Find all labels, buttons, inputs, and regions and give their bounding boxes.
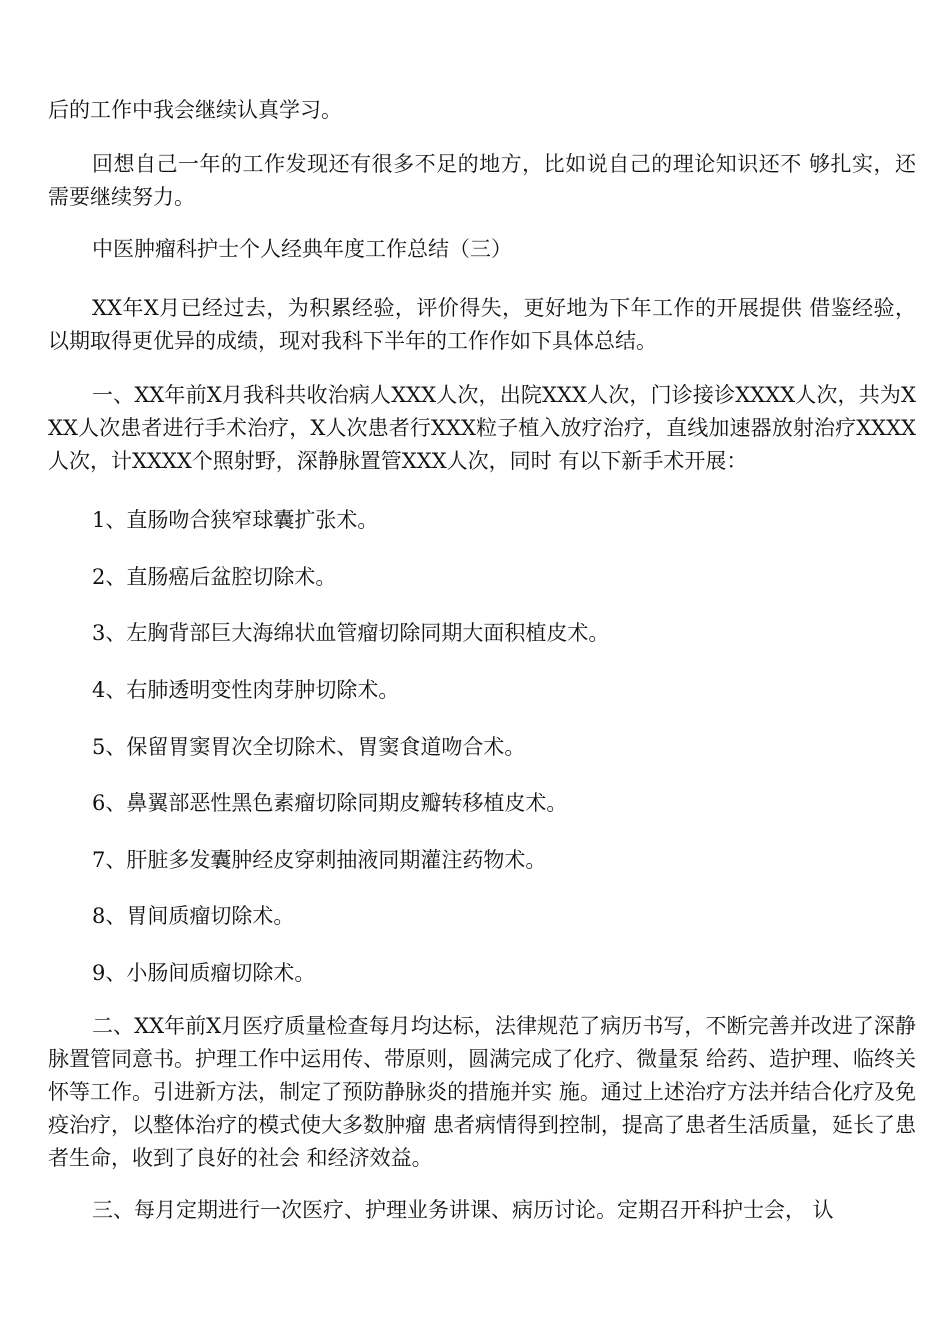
list-item: 2、直肠癌后盆腔切除术。 bbox=[92, 565, 337, 589]
section-heading: 中医肿瘤科护士个人经典年度工作总结（三） bbox=[92, 237, 512, 261]
list-item: 9、小肠间质瘤切除术。 bbox=[92, 961, 316, 985]
list-item: 6、鼻翼部恶性黑色素瘤切除同期皮瓣转移植皮术。 bbox=[92, 791, 568, 815]
paragraph-continuation: 后的工作中我会继续认真学习。 bbox=[48, 98, 342, 122]
paragraph-intro: XX年X月已经过去，为积累经验，评价得失，更好地为下年工作的开展提供 借鉴经验，以期取得更优异的成绩，现对我科下半年的工作作如下具体总结。 bbox=[48, 296, 916, 353]
paragraph-section-one: 一、XX年前X月我科共收治病人XXX人次，出院XXX人次，门诊接诊XXXX人次，共为XXX人次患者进行手术治疗，X人次患者行XXX粒子植入放疗治疗，直线加速器放射治疗XXXX人次，计XXXX个照射野，深静脉置管XXX人次，同时 有以下新手术开展： bbox=[48, 383, 916, 473]
paragraph-reflection: 回想自己一年的工作发现还有很多不足的地方，比如说自己的理论知识还不 够扎实，还需要继续努力。 bbox=[48, 152, 916, 209]
list-item: 4、右肺透明变性肉芽肿切除术。 bbox=[92, 678, 400, 702]
list-item: 1、直肠吻合狭窄球囊扩张术。 bbox=[92, 508, 379, 532]
list-item: 5、保留胃窦胃次全切除术、胃窦食道吻合术。 bbox=[92, 735, 526, 759]
list-item: 3、左胸背部巨大海绵状血管瘤切除同期大面积植皮术。 bbox=[92, 621, 610, 645]
paragraph-section-three: 三、每月定期进行一次医疗、护理业务讲课、病历讨论。定期召开科护士会， 认 bbox=[92, 1198, 834, 1222]
paragraph-section-two: 二、XX年前X月医疗质量检查每月均达标，法律规范了病历书写，不断完善并改进了深静脉置管同意书。护理工作中运用传、带原则，圆满完成了化疗、微量泵 给药、造护理、临终关怀等工作。引进新方法，制定了预防静脉炎的措施并实 施。通过上述治疗方法并结合化疗及免疫治疗，以整体治疗的模式使大多数肿瘤 患者病情得到控制，提高了患者生活质量，延长了患者生命，收到了良好的社会 和经济效益。 bbox=[48, 1014, 916, 1170]
list-item: 7、肝脏多发囊肿经皮穿刺抽液同期灌注药物术。 bbox=[92, 848, 547, 872]
list-item: 8、胃间质瘤切除术。 bbox=[92, 904, 295, 928]
